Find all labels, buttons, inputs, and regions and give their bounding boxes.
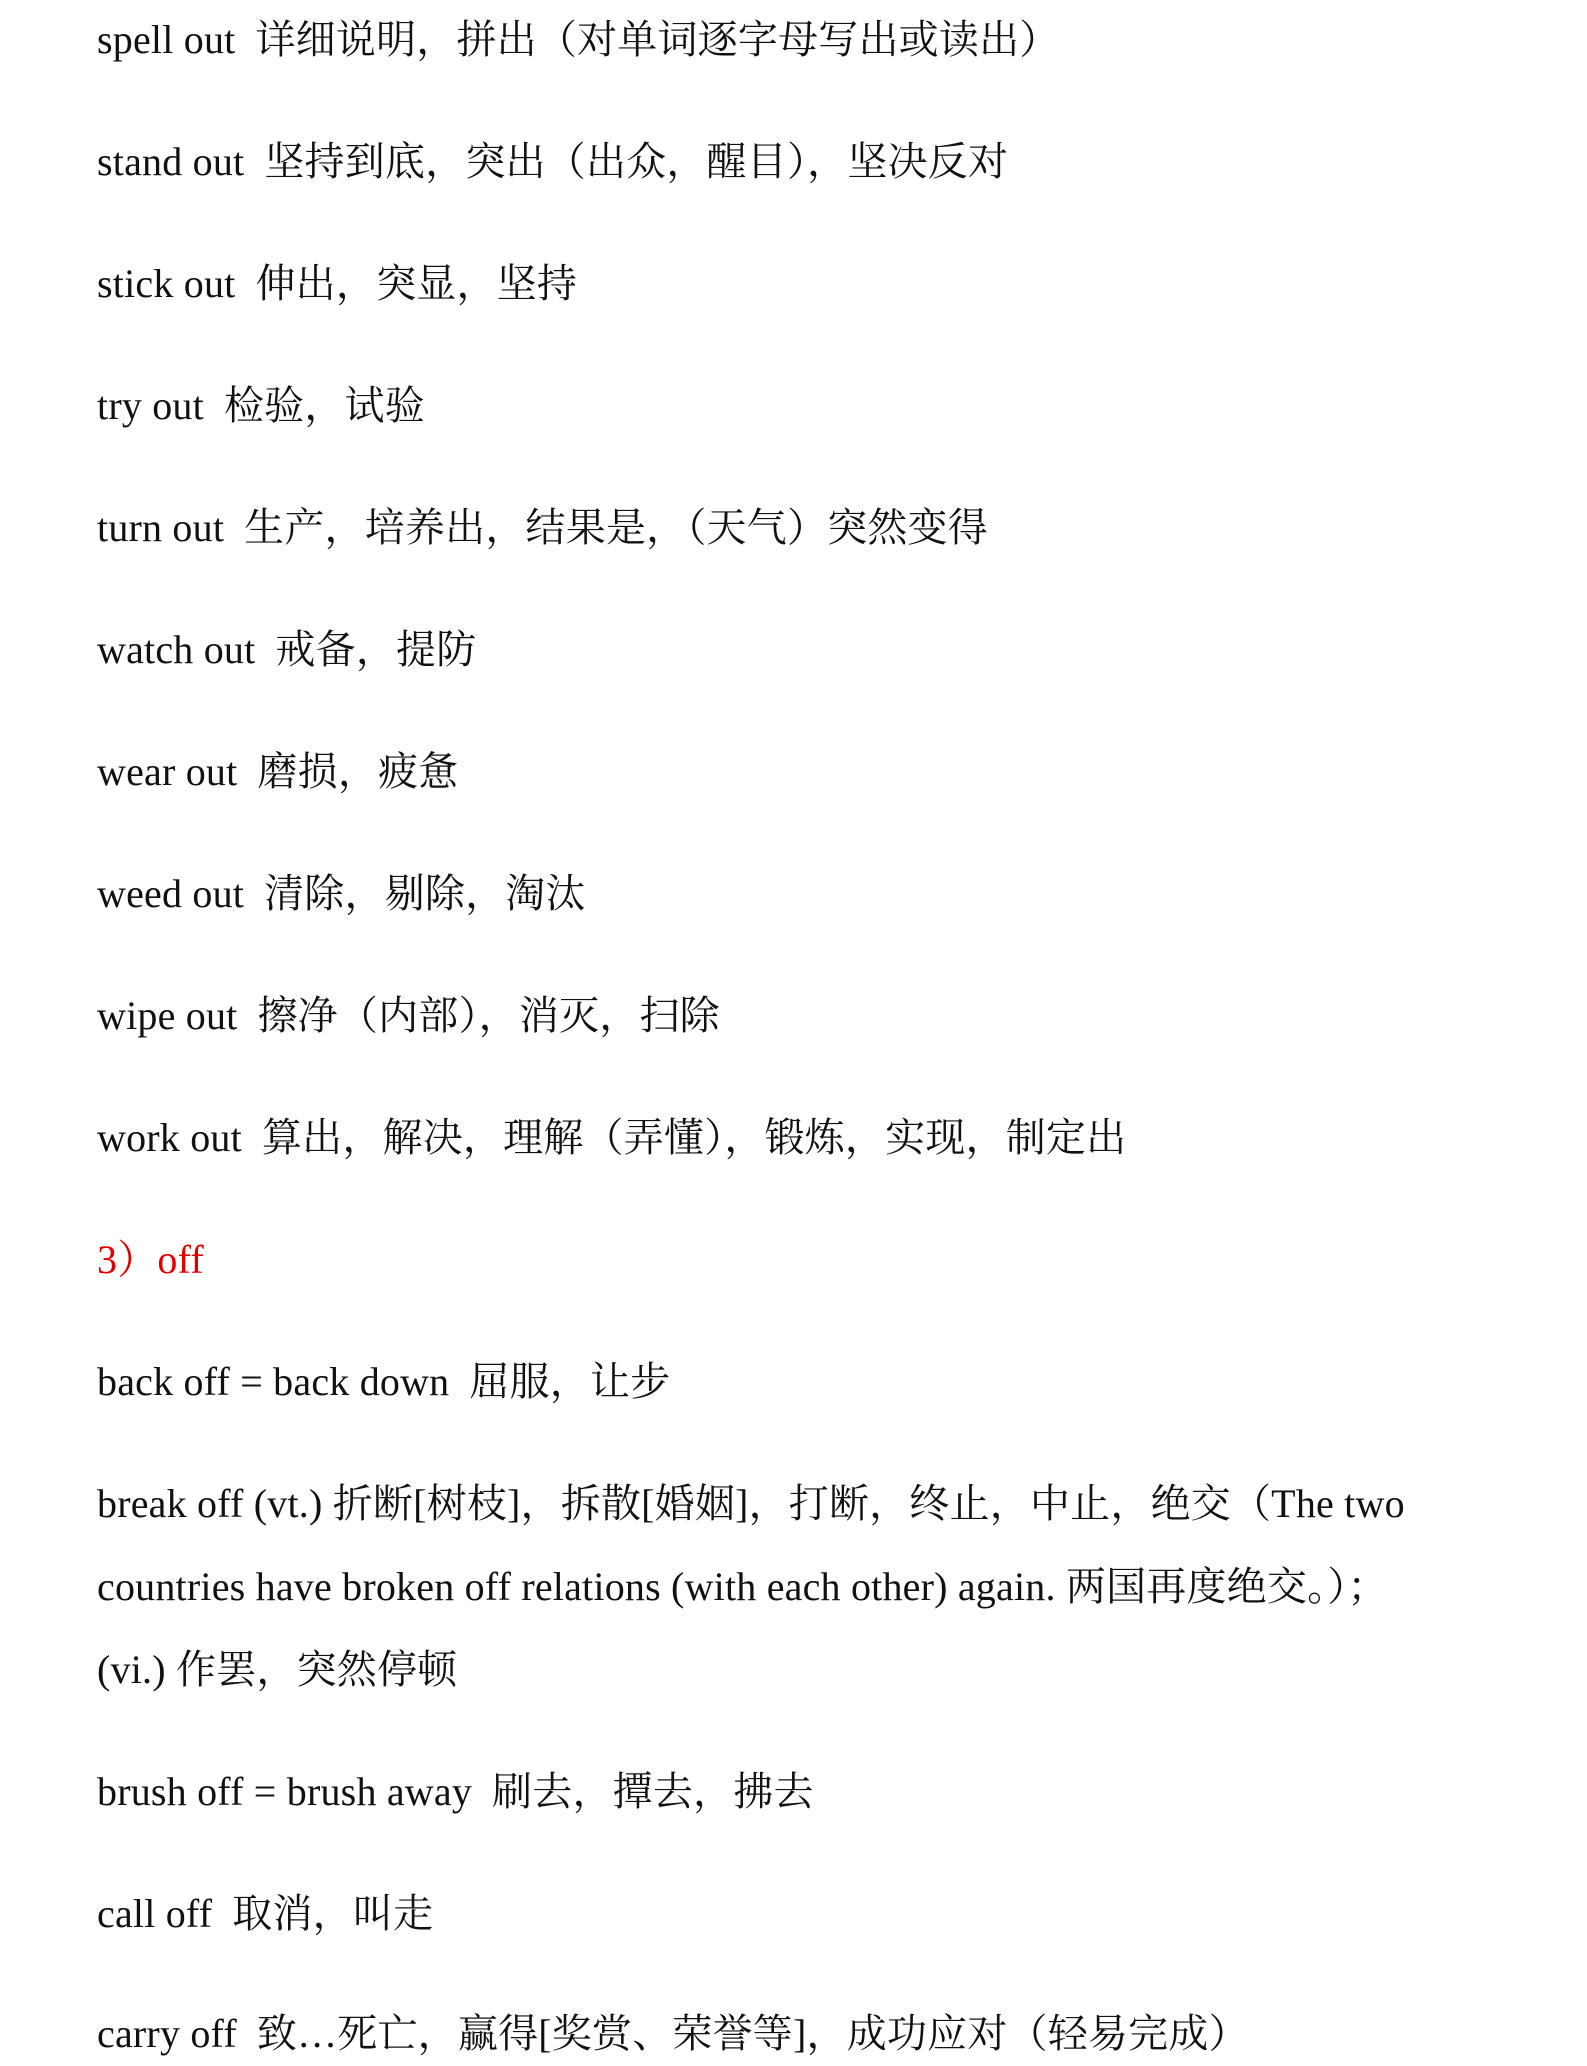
- entry-stand-out: [97, 138, 1008, 186]
- entry-meaning: 致…死亡，赢得[奖赏、荣誉等]，成功应对（轻易完成）: [256, 2011, 1249, 2056]
- entry-term: weed out: [97, 871, 245, 916]
- entry-turn-out: [97, 504, 988, 552]
- entry-term: carry off: [97, 2011, 237, 2056]
- section-heading-off: 3）off: [97, 1237, 204, 1282]
- entry-break-off-line-2: countries have broken off relations (with each other) again. 两国再度绝交。）；: [97, 1564, 1388, 1609]
- entry-stick-out: [97, 260, 577, 308]
- entry-meaning: 戒备，提防: [275, 627, 477, 672]
- entry-work-out: [97, 1114, 1126, 1162]
- entry-term: wear out: [97, 749, 238, 794]
- entry-meaning: 清除，剔除，淘汰: [264, 871, 586, 916]
- entry-term: try out: [97, 383, 204, 428]
- entry-term: turn out: [97, 505, 225, 550]
- entry-term: stand out: [97, 139, 245, 184]
- entry-term: watch out: [97, 627, 256, 672]
- entry-term: back off = back down: [97, 1359, 450, 1404]
- entry-meaning: 取消，叫走: [232, 1891, 434, 1936]
- entry-term: brush off = brush away: [97, 1769, 473, 1814]
- entry-brush-off: [97, 1768, 814, 1816]
- entry-back-off: [97, 1358, 670, 1406]
- entry-meaning: 屈服，让步: [469, 1359, 671, 1404]
- entry-meaning: 详细说明，拼出（对单词逐字母写出或读出）: [255, 17, 1060, 62]
- entry-break-off-line-3: (vi.) 作罢，突然停顿: [97, 1647, 458, 1692]
- entry-wipe-out: [97, 992, 720, 1040]
- entry-try-out: [97, 382, 425, 430]
- entry-wear-out: [97, 748, 458, 796]
- entry-break-off-line-1: break off (vt.) 折断[树枝]，拆散[婚姻]，打断，终止，中止，绝交（The two: [97, 1481, 1405, 1526]
- entry-term: stick out: [97, 261, 236, 306]
- entry-term: wipe out: [97, 993, 238, 1038]
- entry-spell-out: [97, 16, 1059, 64]
- entry-meaning: 伸出，突显，坚持: [255, 261, 578, 306]
- entry-carry-off: [97, 2010, 1249, 2058]
- entry-term: call off: [97, 1891, 213, 1936]
- entry-watch-out: [97, 626, 476, 674]
- entry-meaning: 检验，试验: [223, 383, 425, 428]
- entry-meaning: 算出，解决，理解（弄懂），锻炼，实现，制定出: [261, 1115, 1127, 1160]
- entry-meaning: 刷去，撢去，拂去: [492, 1769, 814, 1814]
- entry-meaning: 擦净（内部），消灭，扫除: [257, 993, 720, 1038]
- entry-meaning: 磨损，疲惫: [257, 749, 459, 794]
- entry-meaning: 生产，培养出，结果是，（天气）突然变得: [244, 505, 988, 550]
- entry-term: work out: [97, 1115, 242, 1160]
- entry-term: spell out: [97, 17, 236, 62]
- entry-call-off: [97, 1890, 433, 1938]
- entry-weed-out: [97, 870, 586, 918]
- entry-meaning: 坚持到底，突出（出众，醒目），坚决反对: [264, 139, 1009, 184]
